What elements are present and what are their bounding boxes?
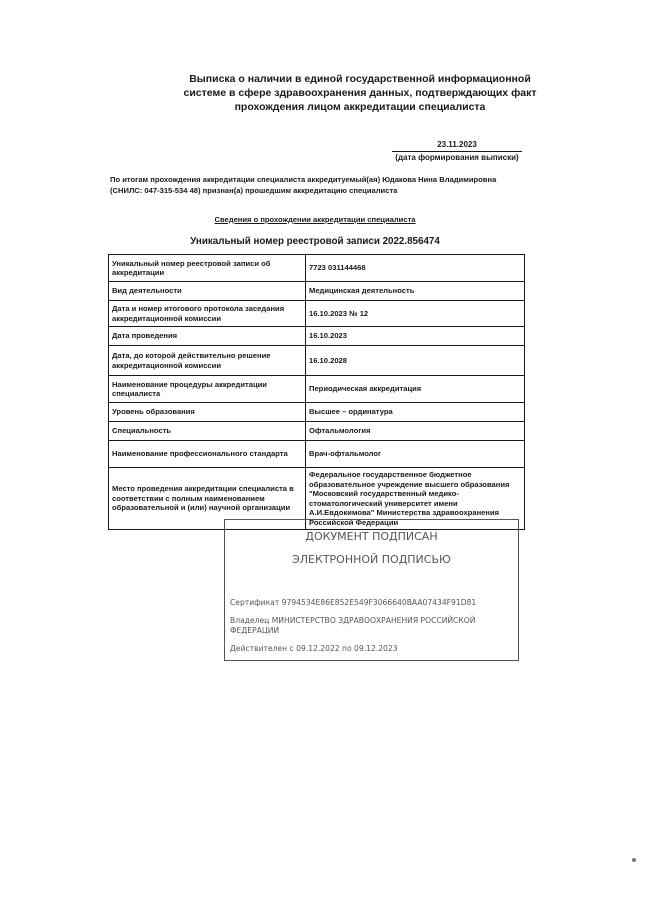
table-row bbox=[109, 327, 525, 346]
table-value: 16.10.2028 bbox=[306, 346, 525, 376]
table-value: Федеральное государственное бюджетное образовательное учреждение высшего образования "Московский государственный медико-стоматологический университет имени А.И.Евдокимова" Министерства здравоохранения Российской Федерации bbox=[306, 468, 525, 530]
table-row bbox=[109, 282, 525, 301]
table-value: 16.10.2023 № 12 bbox=[306, 301, 525, 327]
table-row bbox=[109, 301, 525, 327]
table-key: Наименование процедуры аккредитации специалиста bbox=[109, 376, 306, 403]
title-line-2: системе в сфере здравоохранения данных, подтверждающих факт bbox=[183, 87, 537, 99]
accreditation-table bbox=[108, 254, 525, 530]
stamp-owner: Владелец МИНИСТЕРСТВО ЗДРАВООХРАНЕНИЯ РОССИЙСКОЙ ФЕДЕРАЦИИ bbox=[230, 616, 476, 635]
table-row bbox=[109, 346, 525, 376]
table-key: Место проведения аккредитации специалиста в соответствии с полным наименованием образовательной и (или) научной организации bbox=[109, 468, 306, 530]
title-line-1: Выписка о наличии в единой государственной информационной bbox=[189, 73, 531, 85]
issue-date: 23.11.2023 bbox=[392, 139, 522, 152]
title-line-3: прохождения лицом аккредитации специалиста bbox=[234, 101, 486, 113]
table-value: 16.10.2023 bbox=[306, 327, 525, 346]
table-row bbox=[109, 403, 525, 422]
table-key: Дата и номер итогового протокола заседания аккредитационной комиссии bbox=[109, 301, 306, 327]
table-value: 7723 031144468 bbox=[306, 255, 525, 282]
registry-number: Уникальный номер реестровой записи 2022.856474 bbox=[190, 236, 440, 247]
table-key: Дата, до которой действительно решение аккредитационной комиссии bbox=[109, 346, 306, 376]
table-row bbox=[109, 255, 525, 282]
intro-text: По итогам прохождения аккредитации специалиста аккредитуемый(ая) Юдакова Нина Владимировна (СНИЛС: 047-315-534 48) признан(а) прошедшим аккредитацию специалиста bbox=[110, 175, 497, 195]
table-key: Уникальный номер реестровой записи об аккредитации bbox=[109, 255, 306, 282]
table-row bbox=[109, 441, 525, 468]
stamp-validity: Действителен с 09.12.2022 по 09.12.2023 bbox=[230, 644, 398, 653]
table-value: Медицинская деятельность bbox=[306, 282, 525, 301]
table-key: Вид деятельности bbox=[109, 282, 306, 301]
scan-speck bbox=[632, 858, 636, 862]
stamp-certificate: Сертификат 9794534E86E852E549F3066640BAA07434F91D81 bbox=[230, 598, 477, 607]
issue-date-label: (дата формирования выписки) bbox=[395, 153, 519, 162]
section-title: Сведения о прохождении аккредитации специалиста bbox=[214, 215, 416, 224]
table-key: Специальность bbox=[109, 422, 306, 441]
document-title bbox=[150, 72, 570, 114]
issue-date-block bbox=[392, 139, 522, 163]
table-key: Наименование профессионального стандарта bbox=[109, 441, 306, 468]
table-value: Офтальмология bbox=[306, 422, 525, 441]
table-key: Уровень образования bbox=[109, 403, 306, 422]
table-value: Высшее – ординатура bbox=[306, 403, 525, 422]
table-row bbox=[109, 376, 525, 403]
electronic-signature-stamp bbox=[224, 519, 519, 661]
table-value: Периодическая аккредитация bbox=[306, 376, 525, 403]
table-value: Врач-офтальмолог bbox=[306, 441, 525, 468]
stamp-heading-1: ДОКУМЕНТ ПОДПИСАН bbox=[305, 530, 438, 543]
table-row bbox=[109, 422, 525, 441]
stamp-heading-2: ЭЛЕКТРОННОЙ ПОДПИСЬЮ bbox=[292, 553, 451, 566]
table-key: Дата проведения bbox=[109, 327, 306, 346]
